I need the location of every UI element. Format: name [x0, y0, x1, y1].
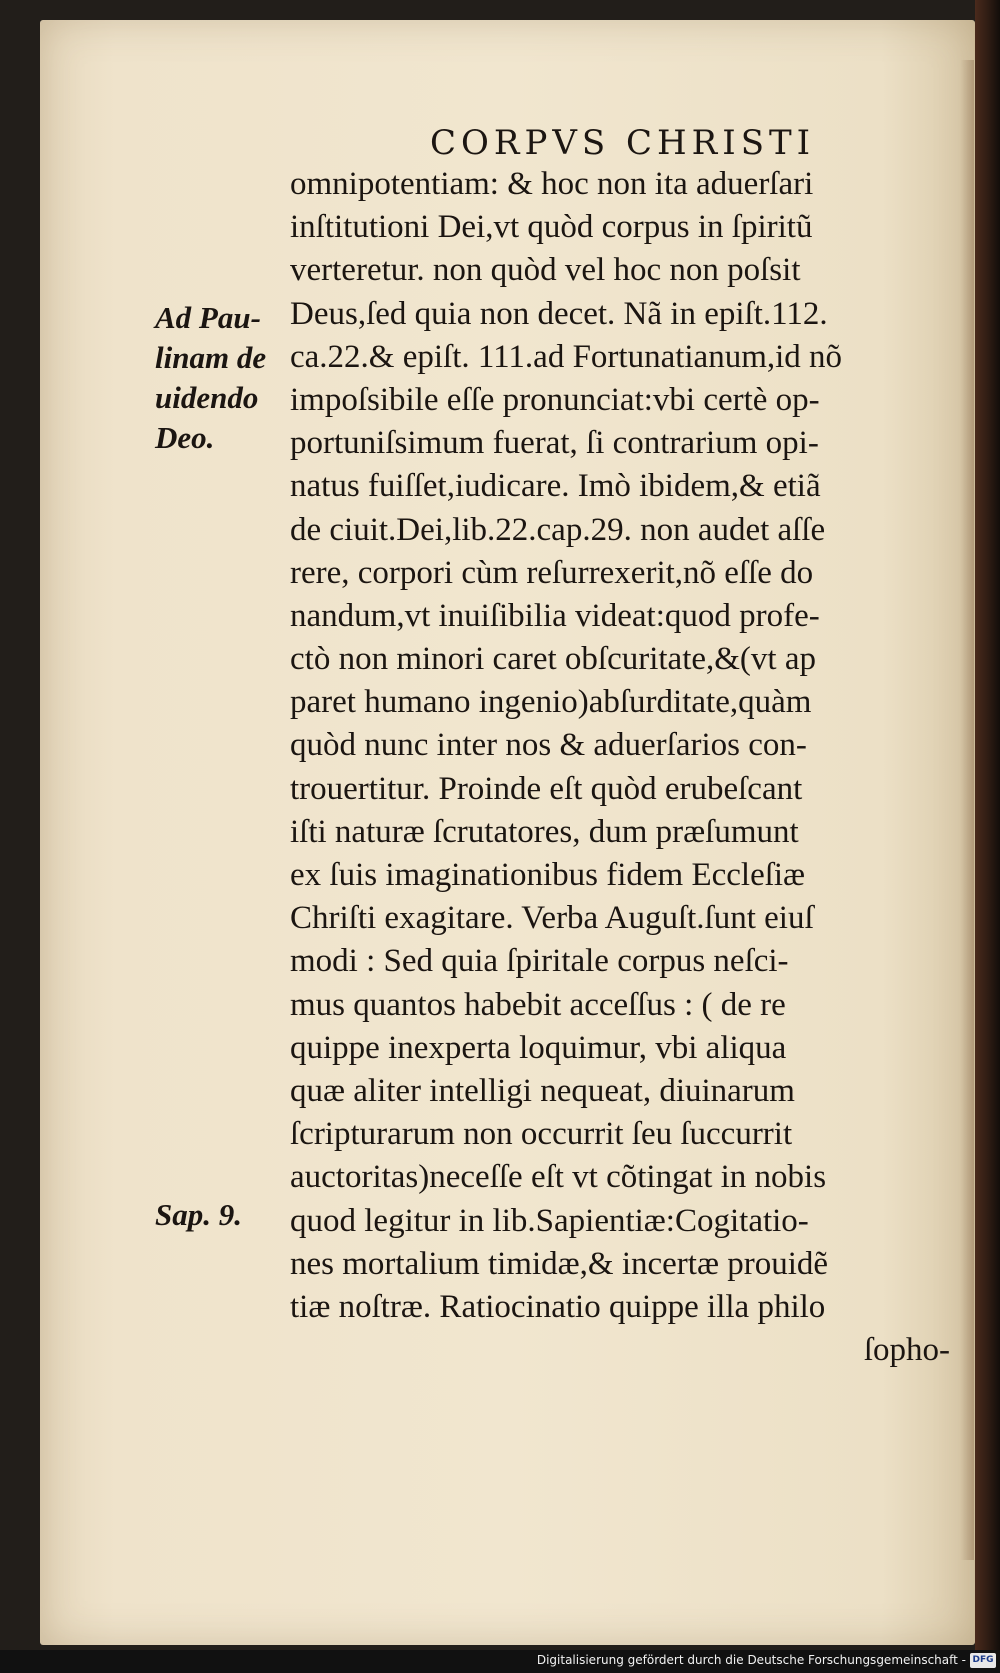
text-line: nes mortalium timidæ,& incertæ prouidẽ	[290, 1245, 829, 1282]
text-line: ca.22.& epiſt. 111.ad Fortunatianum,id nõ	[290, 338, 843, 375]
text-line: quippe inexperta loquimur, vbi aliqua	[290, 1029, 787, 1066]
text-line: Chriſti exagitare. Verba Auguſt.ſunt eiuſ	[290, 900, 814, 937]
dfg-logo-icon: DFG	[970, 1653, 996, 1668]
text-line: omnipotentiam: & hoc non ita aduerſari	[290, 166, 814, 202]
text-line: Deus,ſed quia non decet. Nã in epiſt.112.	[290, 295, 828, 332]
catchword: ſopho-	[863, 1332, 950, 1369]
text-line: inſtitutioni Dei,vt quòd corpus in ſpiritũ	[290, 209, 813, 246]
margin-note-sapientia: Sap. 9.	[155, 1197, 242, 1232]
text-line: rere, corpori cùm reſurrexerit,nõ eſſe do	[290, 554, 814, 591]
text-line: ex ſuis imaginationibus fidem Eccleſiæ	[290, 857, 806, 893]
margin-note-line: uidendo	[155, 380, 259, 415]
text-line: quòd nunc inter nos & aduerſarios con-	[290, 727, 807, 764]
text-line: modi : Sed quia ſpiritale corpus neſci-	[290, 943, 789, 980]
text-line: iſti naturæ ſcrutatores, dum præſumunt	[290, 813, 799, 850]
text-line: ctò non minori caret obſcuritate,&(vt ap	[290, 641, 816, 678]
text-line: trouertitur. Proinde eſt quòd erubeſcant	[290, 770, 803, 807]
text-line: natus fuiſſet,iudicare. Imò ibidem,& etiã	[290, 468, 821, 505]
text-line: auctoritas)neceſſe eſt vt cõtingat in nobis	[290, 1159, 827, 1196]
book-spine-edge	[975, 0, 1000, 1650]
text-line: verteretur. non quòd vel hoc non poſsit	[290, 252, 801, 289]
margin-note-line: linam de	[155, 340, 267, 375]
text-line: quod legitur in lib.Sapientiæ:Cogitatio-	[290, 1202, 809, 1239]
margin-note-line: Deo.	[155, 420, 215, 455]
margin-note-ad-paulinam	[155, 298, 266, 458]
text-line: portuniſsimum fuerat, ſi contrarium opi-	[290, 425, 819, 462]
text-line: quæ aliter intelligi nequeat, diuinarum	[290, 1072, 795, 1109]
text-line: paret humano ingenio)abſurditate,quàm	[290, 684, 812, 721]
text-line: tiæ noſtræ. Ratiocinatio quippe illa philo	[290, 1288, 826, 1325]
text-line: mus quantos habebit acceſſus : ( de re	[290, 986, 786, 1023]
text-line: nandum,vt inuiſibilia videat:quod profe-	[290, 597, 820, 634]
text-line: de ciuit.Dei,lib.22.cap.29. non audet aſſe	[290, 511, 826, 548]
margin-note-line: Ad Pau-	[155, 300, 261, 335]
text-line: impoſsibile eſſe pronunciat:vbi certè op-	[290, 381, 820, 418]
funding-credit: Digitalisierung gefördert durch die Deutsche Forschungsgemeinschaft -	[536, 1653, 966, 1667]
running-header: CORPVS CHRISTI	[430, 123, 816, 163]
text-line: ſcripturarum non occurrit ſeu ſuccurrit	[290, 1116, 793, 1153]
body-text	[290, 163, 970, 1372]
